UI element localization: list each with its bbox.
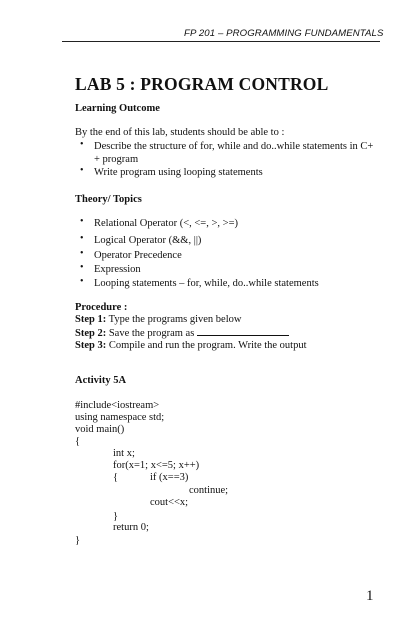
- learning-outcome-heading: Learning Outcome: [75, 103, 160, 114]
- theory-item-3: Operator Precedence: [94, 250, 182, 261]
- code-line: continue;: [189, 485, 229, 496]
- learning-outcome-intro: By the end of this lab, students should be able to :: [75, 127, 285, 138]
- procedure-heading: Procedure :: [75, 302, 128, 313]
- bullet-icon: •: [80, 248, 84, 259]
- code-line: }: [75, 535, 81, 546]
- outcome-item-1-line1: Describe the structure of for, while and do..while statements in C+: [94, 141, 374, 152]
- page-title: LAB 5 : PROGRAM CONTROL: [75, 74, 329, 94]
- code-line: #include<iostream>: [75, 400, 160, 411]
- bullet-icon: •: [80, 233, 84, 244]
- code-line: return 0;: [113, 522, 149, 533]
- bullet-icon: •: [80, 276, 84, 287]
- theory-item-5: Looping statements – for, while, do..while statements: [94, 278, 319, 289]
- theory-item-1: Relational Operator (<, <=, >, >=): [94, 218, 238, 229]
- procedure-step-1: [75, 313, 241, 326]
- step-label: Step 3:: [75, 340, 107, 351]
- filename-blank: [197, 326, 289, 336]
- code-line: void main(): [75, 424, 125, 435]
- bullet-icon: •: [80, 262, 84, 273]
- step-label: Step 1:: [75, 314, 107, 325]
- theory-item-4: Expression: [94, 264, 141, 275]
- theory-item-2: Logical Operator (&&, ||): [94, 235, 202, 246]
- code-line: {: [75, 436, 81, 447]
- outcome-item-1-line2: + program: [94, 154, 139, 165]
- code-line: }: [113, 511, 119, 522]
- code-line: if (x==3): [150, 472, 189, 483]
- code-line: for(x=1; x<=5; x++): [113, 460, 200, 471]
- code-line: {: [113, 472, 119, 483]
- outcome-item-2: Write program using looping statements: [94, 167, 263, 178]
- bullet-icon: •: [80, 165, 84, 176]
- header-rule: [62, 41, 380, 42]
- code-line: using namespace std;: [75, 412, 165, 423]
- code-line: cout<<x;: [150, 497, 189, 508]
- code-line: int x;: [113, 448, 135, 459]
- theory-heading: Theory/ Topics: [75, 194, 142, 205]
- procedure-step-3: [75, 339, 307, 352]
- bullet-icon: •: [80, 216, 84, 227]
- procedure-step-2: [75, 326, 289, 340]
- step-text: Compile and run the program. Write the output: [106, 340, 307, 351]
- step-text: Save the program as: [106, 328, 197, 339]
- running-header: FP 201 – PROGRAMMING FUNDAMENTALS: [184, 28, 384, 39]
- bullet-icon: •: [80, 139, 84, 150]
- step-text: Type the programs given below: [106, 314, 242, 325]
- step-label: Step 2:: [75, 328, 107, 339]
- page-number: 1: [366, 588, 374, 604]
- activity-heading: Activity 5A: [75, 375, 127, 386]
